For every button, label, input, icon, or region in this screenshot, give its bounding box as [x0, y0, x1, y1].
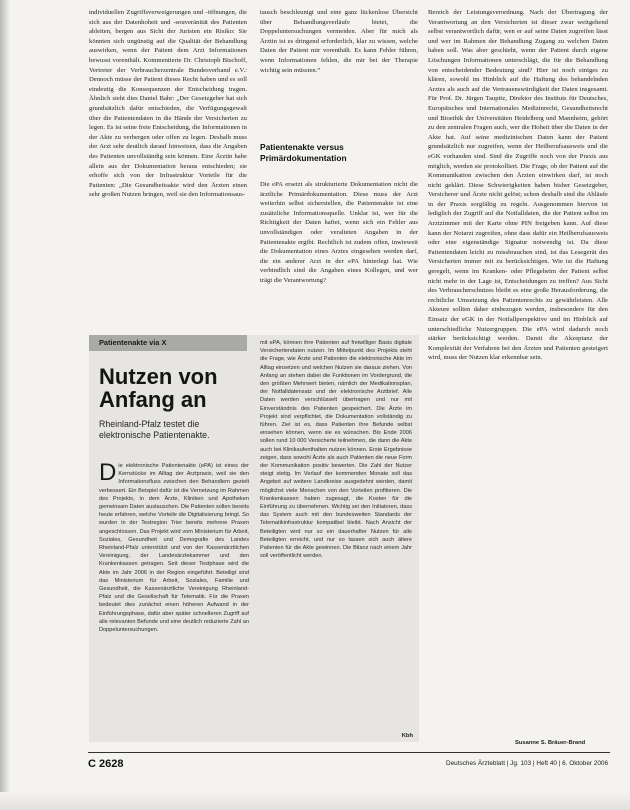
section-subheading: Patientenakte versus Primärdokumentation: [260, 142, 347, 163]
info-box-title: Nutzen von Anfang an: [99, 364, 218, 412]
info-box-column-1: [99, 462, 249, 734]
info-box-column-1-text: ie elektronische Patientenakte (ePA) ist eines der Kernstücke im Alltag der Arztpraxis, weil sie den Informationsfluss zwischen den Behandlern gezielt verbessert. Ein Beispiel dafür ist die Vernetzung im Rahmen des Projekts, in dem Ärzte, Kliniken und Apotheken gemeinsam Daten austauschen. Die Patienten sollen bereits heute erfahren, welche Vorteile die Digitalisierung bringt. So wurden in der Testregion Trier bereits mehrere Praxen angeschlossen. Das Projekt wird vom Ministerium für Arbeit, Soziales, Gesundheit und Demografie des Landes Rheinland-Pfalz unterstützt und von der Kassenärztlichen Vereinigung, der Landesärztekammer und den Krankenkassen getragen. Seit dieser Testphase wird die Akte im Jahr 2006 in der Region eingeführt. Beteiligt sind das Ministerium für Arbeit, Soziales, Familie und Gesundheit, die Kassenärztliche Vereinigung Rheinland-Pfalz und die Gesellschaft für Telematik. Für die Praxen bedeutet dies zunächst einen höheren Aufwand in der Einführungsphase, dafür aber später schnelleren Zugriff auf alle relevanten Befunde und eine deutlich reduzierte Zahl an Doppeluntersuchungen.: [99, 463, 249, 634]
column-1-text: individuellen Zugriffsverweigerungen und -öffnungen, die sich aus der Datenhoheit und -souveränität des Patienten ableiten, bergen aus Sicht der Juristen ein Risiko: Sie könnten sich ungünstig auf die Qualität der Behandlung auswirken, wenn der Patient dem Arzt Informationen bewusst vorenthält. Kommentierte Dr. Christoph Bischoff, Vertreter der Verbraucherzentrale Bundesverband e.V.: Dennoch müsse der Patient dieses Recht haben und es soll eindeutig die Konsequenzen der Entscheidung tragen. Ähnlich sieht dies Daniel Bahr: „Der Gesetzgeber hat sich grundsätzlich dafür entschieden, die Verfügungsgewalt über die Patientendaten in die Hände der Versicherten zu legen. Es ist seine freie Entscheidung, die Informationen in der Akte zu verbergen oder offen zu legen. Deshalb muss der Arzt sehr deutlich darauf hinweisen, dass die Angaben des Patienten unvollständig sein können. Eine Ärztin habe allein aus der Dokumentation heraus entschieden; sie erhoffe sich von der Infrastruktur Vorteile für die Patienten: „Die Gesundheitsakte wird den Ärzten einen sehr großen Nutzen bringen, weil sie den Informationsaus-: [89, 9, 247, 199]
info-box-author: Kbh: [401, 733, 413, 739]
article-column-2-top: [260, 8, 418, 116]
footer-rule: [88, 752, 610, 753]
article-column-2-bottom: [260, 180, 418, 330]
info-box-column-2-text: mit ePA, können ihre Patienten auf freiwilliger Basis digitale Versichertendaten nutzen. Im Mittelpunkt des Projekts steht die Frage, wie Ärzte und Patienten die elektronische Akte im Alltag einsetzen und welchen Nutzen sie daraus ziehen. Von Anfang an stehen dabei die Funktionen im Vordergrund, die den größten Mehrwert bieten, nämlich der Medikationsplan, der Notfalldatensatz und der elektronische Arztbrief. Alle Daten werden verschlüsselt übertragen und nur mit Einverständnis des Patienten gespeichert. Die Ärzte im Projekt sind verpflichtet, die Dokumentation vollständig zu führen. Ziel ist es, dass Patienten ihre Befunde selbst einsehen können, wenn sie es wünschen. Bis Ende 2006 sollen rund 10 000 Versicherte teilnehmen, die dann die Akte auch bei Klinikaufenthalten nutzen können. Erste Ergebnisse zeigen, dass sowohl Ärzte als auch Patienten die neue Form der Kommunikation positiv bewerten. Die Zahl der Nutzer steigt stetig. Im Verlauf der kommenden Monate soll das Angebot auf weitere Landkreise ausgedehnt werden, damit möglichst viele Menschen von den Vorteilen profitieren. Die Krankenkassen haben zugesagt, die Kosten für die Einführung zu übernehmen. Wichtig sei den Initiatoren, dass das System auch mit den bundesweiten Standards der Telematikinfrastruktur kompatibel bleibt. Nach Ansicht der Beteiligten wird nur so ein dauerhafter Nutzen für alle Beteiligten erreicht, und nur so lassen sich auch ältere Patienten für die Akte gewinnen. Die Bilanz nach einem Jahr soll veröffentlicht werden.: [260, 340, 412, 560]
info-box-kicker-label: Patientenakte via X: [99, 338, 167, 347]
scan-edge-shadow: [0, 0, 10, 810]
scan-bottom-shade: [0, 792, 630, 810]
info-box: [89, 335, 419, 742]
article-column-1: [89, 8, 247, 330]
column-2b-text: Die ePA ersetzt als strukturierte Dokumentation nicht die ärztliche Primärdokumentation. Diese muss der Arzt weiterhin selbst sicherstellen, die Patientenakte ist eine zusätzliche Informationsquelle. Unklar ist, wer für die Richtigkeit der Daten haftet, wenn sich ein Fehler aus unvollständigen oder veralteten Angaben in der Patientenakte ergibt. Rechtlich ist zudem offen, inwieweit die Dokumentation eines Arztes eingesehen werden darf, die ein anderer Arzt in der ePA hinterlegt hat. Wie verbindlich sind die Angaben eines Kollegen, und wer trägt die Verantwortung?: [260, 181, 418, 284]
column-2-text: tausch beschleunigt und eine ganz lückenlose Übersicht über Behandlungsverläufe bietet, die Doppeluntersuchungen vermeiden. Aber für mich als Ärztin ist es dringend erforderlich, klar zu wissen, welche Daten der Patient mir vorenthält. Es kann Fehler führen, wenn Informationen fehlen, die mir bei der Therapie wichtig sein müssten.“: [260, 9, 418, 74]
journal-citation: Deutsches Ärzteblatt | Jg. 103 | Heft 40 | 6. Oktober 2006: [446, 760, 608, 767]
drop-cap: D: [99, 462, 117, 486]
info-box-kicker: [89, 335, 247, 351]
info-box-column-2: [260, 339, 412, 734]
column-3-text: Bereich der Leistungsverordnung. Nach der Übertragung der Verantwortung an den Versicherten ist dieser zwar weitgehend selbst verantwortlich dafür, wen er auf seine Daten zugreifen lässt und wer im Rahmen der Behandlung Zugang zu welchen Daten haben soll. Was aber geschieht, wenn der Patient durch eigene Löschungen Informationen unterschlägt, die für die Behandlung von entscheidender Bedeutung sind? Hier ist noch einiges zu klären, sowohl im Hinblick auf die Haftung des behandelnden Arztes als auch auf die Vertrauenswürdigkeit der Daten insgesamt. Für Prof. Dr. Jürgen Taupitz, Direktor des Instituts für Deutsches, Europäisches und Internationales Medizinrecht, Gesundheitsrecht und Bioethik der Universitäten Heidelberg und Mannheim, gehört zu den zentralen Fragen auch, wer die Hoheit über die Daten in der Akte hat. Auf seine medizinischen Daten kann der Patient grundsätzlich nur zugreifen, wenn der Heilberufsausweis und die eGK vorhanden sind. Sind die Zugriffe noch von der Praxis aus möglich, werden sie protokolliert. Die Frage, ob der Patient auf die Kommunikation zwischen den Ärzten einwirken darf, ist noch nicht geklärt. Diese Schwierigkeiten haben bisher Gesetzgeber, Versicherer und Ärzte nicht gelöst; schon deshalb sind die Abläufe in der Praxis sorgfältig zu regeln. Ausgenommen hiervon ist lediglich der Zugriff auf die Notfalldaten, die der Patient selbst im Arztzimmer mit der Karte ohne PIN freigeben kann. Auf diese kann der Notarzt zugreifen, ohne dass dafür ein Heilberufsausweis oder eine eigenständige Signatur notwendig ist. Da diese Patientendaten leicht zu missbrauchen sind, ist das Lesegerät des Versicherten immer mit zu berücksichtigen. Wie ist die Haftung geregelt, wenn im Kranken- oder Pflegeheim der Patient selbst nicht mehr in der Lage ist, Entscheidungen zu treffen? Aus Sicht des Verbraucherschutzes bleibt es eine große Herausforderung, die rechtliche Umsetzung des Patientenrechts zu gewährleisten. Alle Akteure sollten daher einbezogen werden, insbesondere für den Einsatz der eGK in der Notfallperspektive und im Hinblick auf unterschiedliche Nutzergruppen. Die ePA wird dadurch noch stärker berücksichtigt werden. Damit die Akzeptanz der Komplexität der Verfahren bei den Ärzten und Patienten gesteigert wird, muss der Nutzen klar erkennbar sein.: [428, 9, 608, 362]
article-column-3: [428, 8, 608, 736]
info-box-subtitle: Rheinland-Pfalz testet die elektronische Patientenakte.: [99, 419, 210, 440]
page-number: C 2628: [88, 758, 124, 770]
article-author: Susanne S. Bräuer-Brand: [515, 740, 586, 746]
